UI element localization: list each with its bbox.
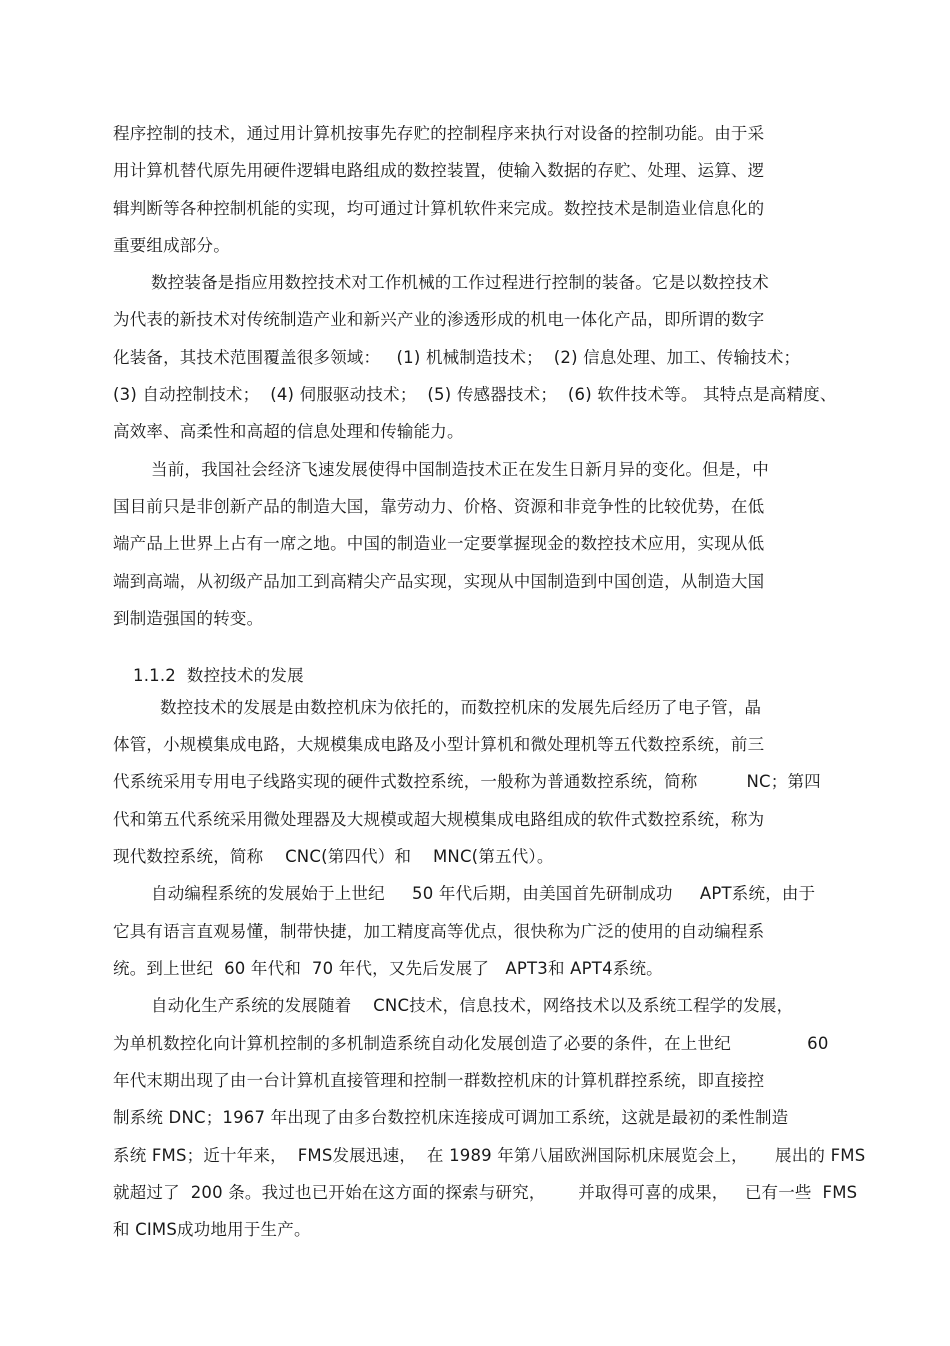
- paragraph-3-line-3: 端产品上世界上占有一席之地。中国的制造业一定要掌握现金的数控技术应用，实现从低: [113, 534, 765, 553]
- section-heading: 1.1.2 数控技术的发展: [133, 666, 304, 685]
- paragraph-6-line-5: 系统 FMS；近十年来， FMS发展迅速， 在 1989 年第八届欧洲国际机床展览会上， 展出的 FMS: [113, 1146, 866, 1165]
- paragraph-6-line-3: 年代末期出现了由一台计算机直接管理和控制一群数控机床的计算机群控系统，即直接控: [113, 1071, 765, 1090]
- paragraph-3-line-1: 当前，我国社会经济飞速发展使得中国制造技术正在发生日新月异的变化。但是，中: [151, 460, 769, 479]
- paragraph-4-line-2: 体管，小规模集成电路，大规模集成电路及小型计算机和微处理机等五代数控系统，前三: [113, 735, 765, 754]
- paragraph-6-line-2: 为单机数控化向计算机控制的多机制造系统自动化发展创造了必要的条件，在上世纪 60: [113, 1034, 829, 1053]
- paragraph-5-line-2: 它具有语言直观易懂，制带快捷，加工精度高等优点，很快称为广泛的使用的自动编程系: [113, 922, 765, 941]
- paragraph-1-line-2: 用计算机替代原先用硬件逻辑电路组成的数控装置，使输入数据的存贮、处理、运算、逻: [113, 161, 765, 180]
- paragraph-6-line-1: 自动化生产系统的发展随着 CNC技术，信息技术，网络技术以及系统工程学的发展，: [151, 996, 794, 1015]
- paragraph-2-line-4: (3) 自动控制技术； (4) 伺服驱动技术； (5) 传感器技术； (6) 软件技术等。 其特点是高精度、: [113, 385, 837, 404]
- paragraph-1-line-3: 辑判断等各种控制机能的实现，均可通过计算机软件来完成。数控技术是制造业信息化的: [113, 199, 765, 218]
- paragraph-6-line-4: 制系统 DNC；1967 年出现了由多台数控机床连接成可调加工系统，这就是最初的柔性制造: [113, 1108, 789, 1127]
- paragraph-2-line-5: 高效率、高柔性和高超的信息处理和传输能力。: [113, 422, 464, 441]
- paragraph-6-line-6: 就超过了 200 条。我过也已开始在这方面的探索与研究， 并取得可喜的成果， 已有一些 FMS: [113, 1183, 858, 1202]
- paragraph-3-line-4: 端到高端，从初级产品加工到高精尖产品实现，实现从中国制造到中国创造，从制造大国: [113, 572, 765, 591]
- paragraph-5-line-1: 自动编程系统的发展始于上世纪 50 年代后期，由美国首先研制成功 APT系统，由于: [151, 884, 816, 903]
- paragraph-2-line-1: 数控装备是指应用数控技术对工作机械的工作过程进行控制的装备。它是以数控技术: [151, 273, 769, 292]
- paragraph-4-line-5: 现代数控系统，简称 CNC(第四代）和 MNC(第五代）。: [113, 847, 554, 866]
- paragraph-3-line-2: 国目前只是非创新产品的制造大国，靠劳动力、价格、资源和非竞争性的比较优势，在低: [113, 497, 765, 516]
- paragraph-1-line-1: 程序控制的技术，通过用计算机按事先存贮的控制程序来执行对设备的控制功能。由于采: [113, 124, 765, 143]
- paragraph-1-line-4: 重要组成部分。: [113, 236, 230, 255]
- paragraph-4-line-1: 数控技术的发展是由数控机床为依托的，而数控机床的发展先后经历了电子管，晶: [160, 698, 762, 717]
- paragraph-4-line-3: 代系统采用专用电子线路实现的硬件式数控系统，一般称为普通数控系统，简称 NC；第四: [113, 772, 821, 791]
- paragraph-2-line-2: 为代表的新技术对传统制造产业和新兴产业的渗透形成的机电一体化产品，即所谓的数字: [113, 310, 765, 329]
- paragraph-4-line-4: 代和第五代系统采用微处理器及大规模或超大规模集成电路组成的软件式数控系统，称为: [113, 810, 765, 829]
- paragraph-3-line-5: 到制造强国的转变。: [113, 609, 264, 628]
- paragraph-2-line-3: 化装备，其技术范围覆盖很多领域： (1) 机械制造技术； (2) 信息处理、加工、传输技术；: [113, 348, 801, 367]
- paragraph-6-line-7: 和 CIMS成功地用于生产。: [113, 1220, 311, 1239]
- paragraph-5-line-3: 统。到上世纪 60 年代和 70 年代，又先后发展了 APT3和 APT4系统。: [113, 959, 663, 978]
